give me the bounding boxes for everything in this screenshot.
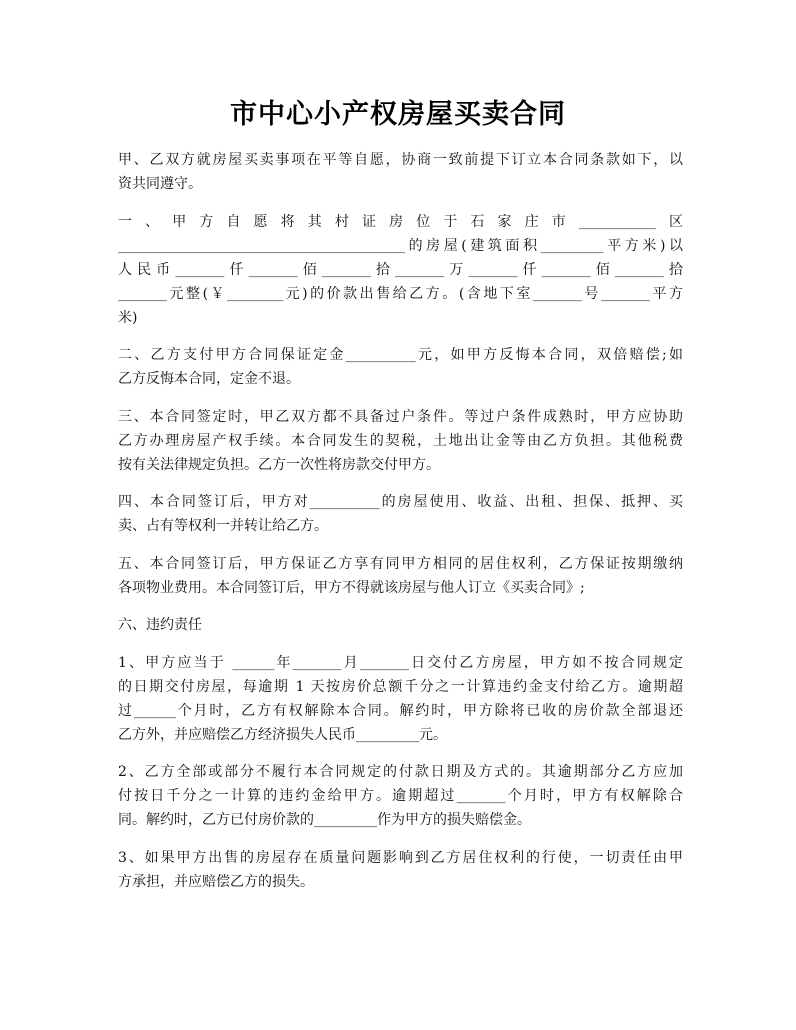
document-title: 市中心小产权房屋买卖合同 xyxy=(230,99,566,130)
paragraph-line: 1、甲方应当于 ______年_______月_______日交付乙方房屋，甲方如不按合同规定 xyxy=(118,654,683,671)
paragraph-line: 同。解约时，乙方已付房价款的_________作为甲方的损失赔偿金。 xyxy=(118,812,531,828)
contract-paragraph xyxy=(118,760,683,832)
paragraph-line: 四、本合同签订后，甲方对__________的房屋使用、收益、出租、担保、抵押、买 xyxy=(118,494,683,510)
contract-paragraph xyxy=(118,148,683,196)
paragraph-line: 甲、乙双方就房屋买卖事项在平等自愿，协商一致前提下订立本合同条款如下，以 xyxy=(118,152,683,168)
contract-paragraph xyxy=(118,405,683,477)
contract-paragraph xyxy=(118,210,683,330)
contract-paragraph xyxy=(118,846,683,894)
contract-paragraph xyxy=(118,343,683,391)
paragraph-line: 按有关法律规定负担。乙方一次性将房款交付甲方。 xyxy=(118,456,440,473)
contract-paragraph xyxy=(118,651,683,747)
contract-paragraph xyxy=(118,552,683,600)
document-body xyxy=(118,148,683,907)
paragraph-line: 付按日千分之一计算的违约金给甲方。逾期超过_______个月时，甲方有权解除合 xyxy=(118,788,683,804)
paragraph-line: 五、本合同签订后，甲方保证乙方享有同甲方相同的居住权利，乙方保证按期缴纳 xyxy=(118,555,683,572)
paragraph-line: 各项物业费用。本合同签订后，甲方不得就该房屋与他人订立《买卖合同》; xyxy=(118,579,585,596)
paragraph-line: 乙方反悔本合同，定金不退。 xyxy=(118,371,300,387)
paragraph-line: 2、乙方全部或部分不履行本合同规定的付款日期及方式的。其逾期部分乙方应加 xyxy=(118,764,683,780)
paragraph-line: _______元整(￥________元)的价款出售给乙方。(含地下室_______号_______平方 xyxy=(118,285,683,302)
paragraph-line: 3、如果甲方出售的房屋存在质量问题影响到乙方居住权利的行使，一切责任由甲 xyxy=(118,849,683,866)
paragraph-line: 六、违约责任 xyxy=(118,617,202,633)
paragraph-line: 人民币_______仟_______佰_______拾_______万_______仟_______佰_______拾 xyxy=(118,261,683,278)
paragraph-line: 过______个月时，乙方有权解除本合同。解约时，甲方除将已收的房价款全部退还 xyxy=(118,702,683,719)
paragraph-line: 的日期交付房屋，每逾期 1 天按房价总额千分之一计算违约金支付给乙方。逾期超 xyxy=(118,678,683,695)
paragraph-line: 资共同遵守。 xyxy=(118,176,202,192)
paragraph-line: 米) xyxy=(118,309,138,326)
paragraph-line: 卖、占有等权利一并转让给乙方。 xyxy=(118,518,328,534)
paragraph-line: 乙方外，并应赔偿乙方经济损失人民币_________元。 xyxy=(118,726,447,743)
paragraph-line: 方承担，并应赔偿乙方的损失。 xyxy=(118,873,314,890)
paragraph-line: _________________________________________的房屋(建筑面积_________平方米)以 xyxy=(118,237,683,254)
contract-paragraph xyxy=(118,613,683,637)
contract-paragraph xyxy=(118,490,683,538)
paragraph-line: 三、本合同签定时，甲乙双方都不具备过户条件。等过户条件成熟时，甲方应协助 xyxy=(118,408,683,425)
paragraph-line: 乙方办理房屋产权手续。本合同发生的契税，土地出让金等由乙方负担。其他税费 xyxy=(118,432,683,449)
paragraph-line: 二、乙方支付甲方合同保证定金__________元，如甲方反悔本合同，双倍赔偿;如 xyxy=(118,347,683,363)
paragraph-line: 一、甲方自愿将其村证房位于石家庄市___________区 xyxy=(118,213,683,230)
